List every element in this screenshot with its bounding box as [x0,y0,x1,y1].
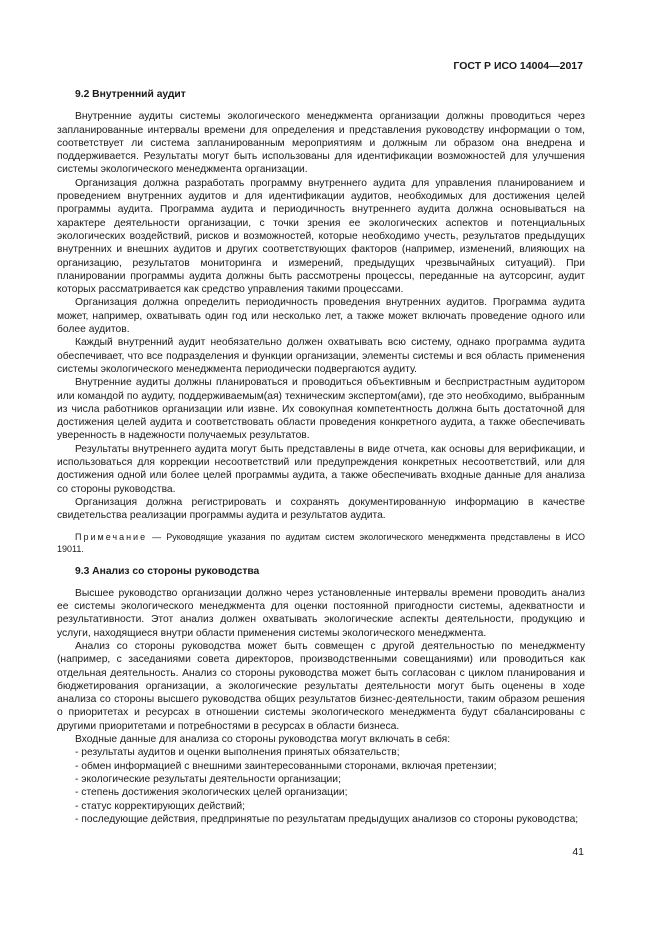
page-number: 41 [572,846,584,858]
note-label: Примечание [75,531,148,542]
list-item: - степень достижения экологических целей организации; [75,787,348,799]
document-body [57,88,585,826]
paragraph: Каждый внутренний аудит необязательно должен охватывать всю систему, однако программа аудита обеспечивает, что все подразделения и функции организации, элементы системы и вся область применения системы экологического менеджмента периодически подвергаются аудиту. [57,337,585,375]
paragraph: Входные данные для анализа со стороны руководства могут включать в себя: [75,734,451,746]
list-item: - обмен информацией с внешними заинтересованными сторонами, включая претензии; [75,760,497,772]
paragraph: Внутренние аудиты системы экологического менеджмента организации должны проводиться через запланированные интервалы времени для определения и представления руководству информации о том, соответствует ли система запланированным мероприятиям и должным ли образом она внедрена и поддерживается. Результаты могут быть использованы для идентификации возможностей для улучшения системы экологического менеджмента организации. [57,111,585,176]
paragraph: Организация должна определить периодичность проведения внутренних аудитов. Программа аудита может, например, охватывать один год или несколько лет, а также может включать проведение одного или более аудитов. [57,297,585,336]
paragraph: Организация должна разработать программу внутреннего аудита для управления планированием и проведением внутренних аудитов и для идентификации аудитов, необходимых для достижения целей программы аудита. Программа аудита и периодичность внутреннего аудита должна основываться на характере деятельности организации, с точки зрения ее экологических аспектов и потенциальных экологических воздействий, рисков и возможностей, которые необходимо учесть, результатов предыдущих внутренних и внешних аудитов и других соответствующих факторов (например, изменений, влияющих на организацию, результатов мониторинга и измерений, предыдущих чрезвычайных ситуаций). При планировании программы аудита должны быть рассмотрены процессы, переданные на аутсорсинг, аудит которых рассматривается как средство управления такими процессами. [57,177,585,296]
paragraph: Анализ со стороны руководства может быть совмещен с другой деятельностью по менеджменту (например, с заседаниями совета директоров, производственными совещаниями) или проводиться как отдельная деятельность. Анализ со стороны руководства может быть согласован с циклом планирования и бюджетирования организации, а экологические результаты деятельности могут быть оценены в ходе анализа со стороны высшего руководства общих результатов бизнес-деятельности, таким образом решения о приоритетах и ресурсах в отношении системы экологического менеджмента будут сбалансированы с другими приоритетами и потребностями в ресурсах в области бизнеса. [57,640,585,732]
list-item: - экологические результаты деятельности организации; [75,773,341,785]
section-title-9-3: 9.3 Анализ со стороны руководства [75,565,260,577]
section-title-9-2: 9.2 Внутренний аудит [75,89,186,100]
note [57,531,585,555]
paragraph: Организация должна регистрировать и сохранять документированную информацию в качестве свидетельства реализации программы аудита и результатов аудита. [57,496,585,522]
list-item: - статус корректирующих действий; [75,800,245,812]
page-header: ГОСТ Р ИСО 14004—2017 [453,60,583,72]
paragraph: Результаты внутреннего аудита могут быть представлены в виде отчета, как основы для верификации, и использоваться для коррекции несоответствий или предупреждения конкретных несоответствий, или для достижения одной или более целей программы аудита, а также обеспечивать входные данные для анализа со стороны руководства. [57,443,585,495]
paragraph: Внутренние аудиты должны планироваться и проводиться объективным и беспристрастным аудитором или командой по аудиту, поддерживаемым(ая) техническим экспертом(ами), где это необходимо, выбранным из числа работников организации или извне. Их совокупная компетентность должна быть достаточной для достижения целей аудита и соответствовать области проведения конкретного аудита, а также обеспечивать уверенность в надежности получаемых результатов. [57,377,585,442]
list-item: - результаты аудитов и оценки выполнения принятых обязательств; [75,747,400,759]
paragraph: Высшее руководство организации должно через установленные интервалы времени проводить анализ ее системы экологического менеджмента для оценки постоянной пригодности системы, адекватности и результативности. Этот анализ должен охватывать экологические аспекты деятельности, продукцию и услуги, находящиеся внутри области применения системы экологического менеджмента. [57,587,585,639]
note-text: — Руководящие указания по аудитам систем экологического менеджмента представлены в ИСО 19011. [57,531,585,554]
list-item: - последующие действия, предпринятые по результатам предыдущих анализов со стороны руководства; [75,813,579,825]
